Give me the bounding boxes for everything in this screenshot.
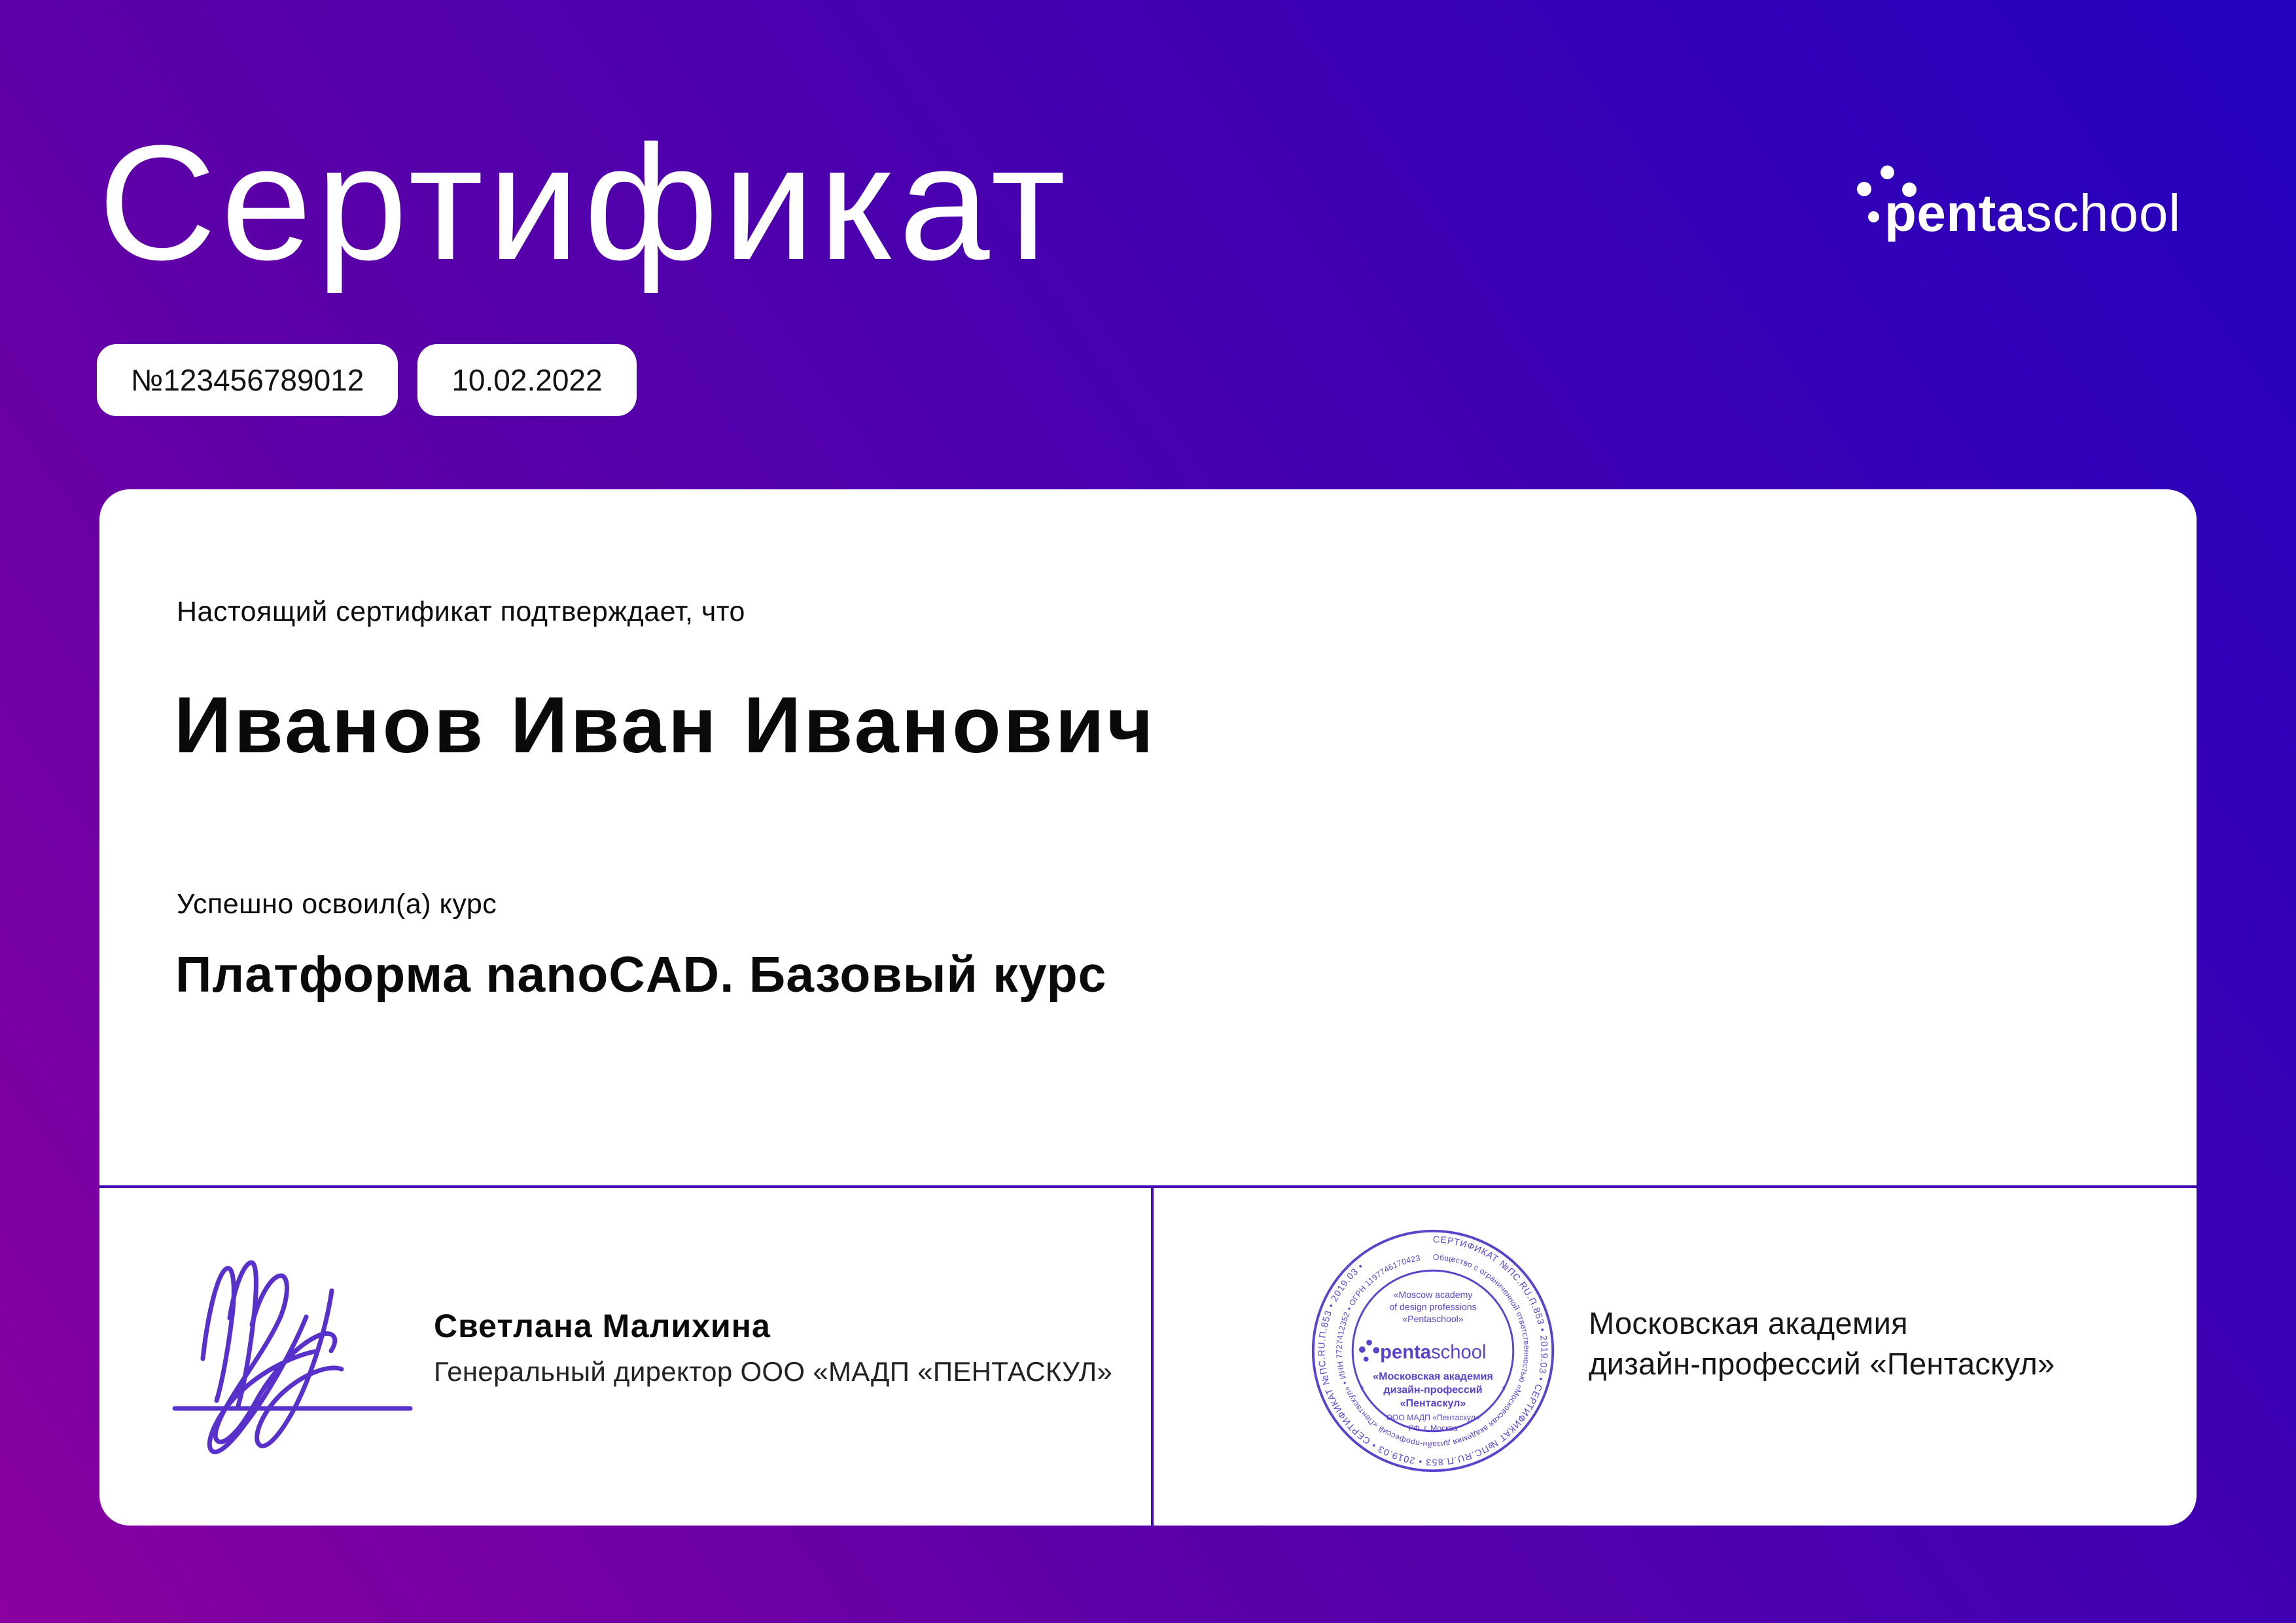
organization-line2: дизайн-профессий «Пентаскул»	[1589, 1346, 2055, 1381]
stamp-seal	[1309, 1227, 1557, 1475]
stamp-bottom-line2: РФ, г. Москва	[1408, 1423, 1458, 1433]
logo-wordmark	[1884, 186, 2181, 241]
stamp-outer-ring-text: СЕРТИФИКАТ №ПС.RU.П.853 • 2019.03 • СЕРТИФИКАТ №ПС.RU.П.853 • 2019.03 • СЕРТИФИКАТ №ПС.RU.П.853 • 2019.03 •	[1316, 1234, 1550, 1468]
logo-dot-icon	[1881, 166, 1894, 179]
vertical-divider	[1151, 1185, 1154, 1526]
stamp-logo-wordmark: pentaschool	[1380, 1342, 1487, 1363]
badge-row	[97, 344, 637, 416]
page-title: Сертификат	[98, 111, 1070, 294]
signatory-name: Светлана Малихина	[434, 1308, 771, 1344]
pentaschool-logo	[1852, 160, 2218, 252]
stamp-bottom-line1: ООО МАДП «Пентаскул»	[1386, 1413, 1480, 1423]
stamp-logo-dot-icon	[1366, 1340, 1372, 1346]
stamp-logo-dot-icon	[1359, 1346, 1366, 1353]
logo-dot-icon	[1857, 182, 1871, 196]
stamp-ru-line2: дизайн-профессий	[1383, 1384, 1483, 1396]
stamp-en-line3: «Pentaschool»	[1402, 1314, 1464, 1325]
certificate-number-badge: №123456789012	[97, 344, 398, 416]
signature-graphic	[167, 1240, 415, 1462]
stamp-star-left: *	[1360, 1383, 1365, 1397]
course-title: Платформа nanoCAD. Базовый курс	[175, 947, 1107, 1003]
stamp-ru-line1: «Московская академия	[1373, 1370, 1493, 1382]
certificate-card	[99, 489, 2197, 1526]
intro-text: Настоящий сертификат подтверждает, что	[177, 596, 745, 627]
logo-word-school: school	[2025, 184, 2181, 242]
stamp-en-line1: «Moscow academy	[1393, 1289, 1473, 1300]
logo-dot-icon	[1868, 211, 1879, 222]
stamp-logo-dot-icon	[1373, 1347, 1379, 1353]
course-label: Успешно освоил(а) курс	[177, 888, 497, 920]
horizontal-divider	[99, 1185, 2197, 1188]
organization-line1: Московская академия	[1589, 1306, 1908, 1340]
recipient-name: Иванов Иван Иванович	[174, 680, 1156, 769]
stamp-logo-dot-icon	[1364, 1357, 1369, 1362]
stamp-en-line2: of design professions	[1389, 1301, 1477, 1312]
certificate-date-badge: 10.02.2022	[417, 344, 636, 416]
signatory-role: Генеральный директор ООО «МАДП «ПЕНТАСКУЛ»	[434, 1356, 1113, 1387]
stamp-inner-ring-text: Общество с ограниченной ответственностью «Московская академия дизайн-профессий «Пентаскул» • ИНН 7727412352 • ОГРН 1197746170423	[1334, 1252, 1532, 1450]
organization-name	[1589, 1303, 2055, 1384]
stamp-star-right: *	[1501, 1383, 1506, 1397]
logo-word-penta: penta	[1884, 184, 2026, 242]
stamp-ru-line3: «Пентаскул»	[1400, 1397, 1466, 1409]
